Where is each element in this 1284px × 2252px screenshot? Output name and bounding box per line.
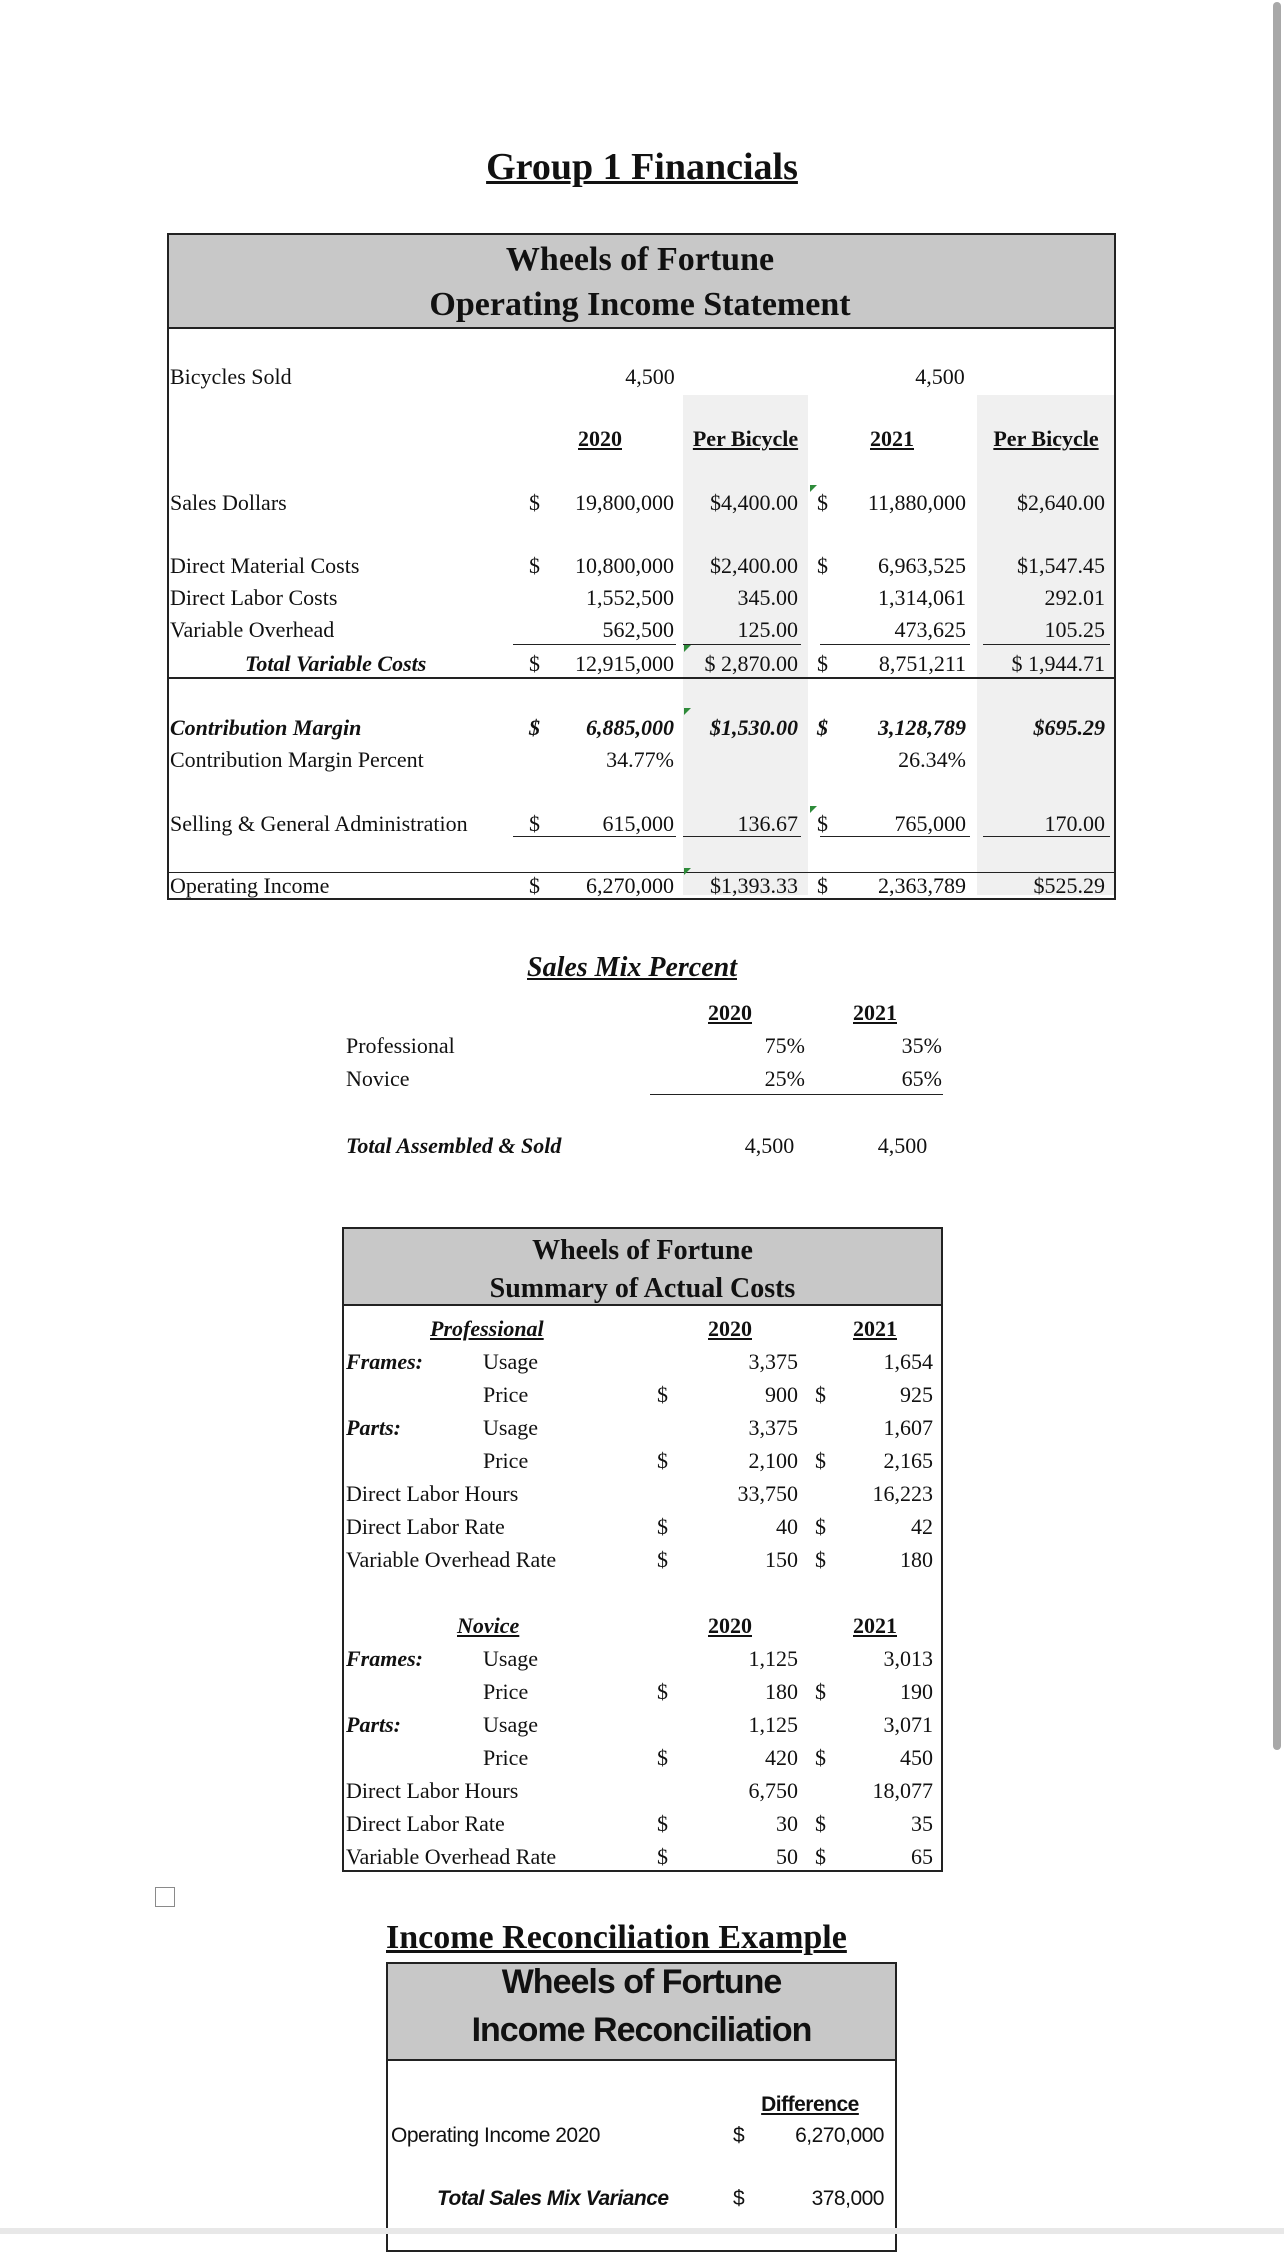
- recon-row-label: Total Sales Mix Variance: [437, 2187, 669, 2210]
- per-bicycle-2020: 345.00: [737, 585, 798, 610]
- col-header-per-bicycle-2020: Per Bicycle: [692, 426, 799, 451]
- dollar-sign: $: [657, 1448, 668, 1473]
- sales-mix-title: Sales Mix Percent: [527, 952, 737, 983]
- cost-row-label: Price: [483, 1679, 529, 1704]
- sga-line-2020: [513, 836, 676, 837]
- cost-2021: 180: [900, 1547, 933, 1572]
- cost-2021: 35: [911, 1811, 933, 1836]
- recon-value: 6,270,000: [795, 2124, 884, 2147]
- vertical-scrollbar[interactable]: [1273, 2, 1281, 1750]
- value-2021: 1,314,061: [878, 585, 966, 610]
- dollar-sign: $: [529, 553, 540, 578]
- cost-2020: 150: [765, 1547, 798, 1572]
- statement-row-label: Direct Labor Costs: [170, 585, 338, 610]
- value-2021: 2,363,789: [878, 873, 966, 898]
- mix-2020: 75%: [764, 1033, 805, 1058]
- cost-2021: 925: [900, 1382, 933, 1407]
- value-2021: 765,000: [894, 811, 966, 836]
- horizontal-scrollbar[interactable]: [0, 2228, 1284, 2234]
- per-bicycle-2020: $1,393.33: [710, 873, 798, 898]
- dollar-sign: $: [815, 1679, 826, 1704]
- sga-line-per-2021: [983, 836, 1110, 837]
- cost-2020: 2,100: [748, 1448, 798, 1473]
- cell-comment-marker: [810, 485, 817, 492]
- mix-2021: 65%: [901, 1066, 942, 1091]
- cell-comment-marker: [810, 806, 817, 813]
- statement-row-label: Total Variable Costs: [245, 651, 427, 676]
- cost-col-2020: 2020: [708, 1613, 752, 1638]
- cost-row-label: Direct Labor Rate: [346, 1514, 505, 1539]
- dollar-sign: $: [817, 651, 828, 676]
- cost-2020: 420: [765, 1745, 798, 1770]
- dollar-sign: $: [529, 811, 540, 836]
- bicycles-sold-2021: 4,500: [915, 364, 965, 389]
- costs-title: Wheels of Fortune: [532, 1235, 753, 1266]
- cost-2020: 30: [776, 1811, 798, 1836]
- cost-2021: 2,165: [883, 1448, 933, 1473]
- subtotal-line-2021: [820, 644, 970, 645]
- per-bicycle-2021: $525.29: [1033, 873, 1105, 898]
- cost-2020: 40: [776, 1514, 798, 1539]
- value-2021: 6,963,525: [878, 553, 966, 578]
- cost-2020: 3,375: [748, 1349, 798, 1374]
- per-bicycle-2020: 125.00: [737, 617, 798, 642]
- dollar-sign: $: [529, 873, 540, 898]
- cost-col-2020: 2020: [708, 1316, 752, 1341]
- cost-2021: 1,607: [883, 1415, 933, 1440]
- cost-row-label: Usage: [483, 1646, 538, 1671]
- cost-2021: 450: [900, 1745, 933, 1770]
- cost-2021: 3,071: [883, 1712, 933, 1737]
- operating-income-top-line: [167, 872, 1116, 873]
- recon-heading: Income Reconciliation Example: [386, 1919, 847, 1956]
- header-divider: [167, 327, 1116, 329]
- dollar-sign: $: [529, 715, 540, 740]
- subtotal-line-per-2020: [683, 644, 801, 645]
- cost-2020: 180: [765, 1679, 798, 1704]
- value-2020: 615,000: [602, 811, 674, 836]
- statement-subtitle: Operating Income Statement: [429, 286, 851, 323]
- cost-row-label: Direct Labor Hours: [346, 1481, 519, 1506]
- total-assembled-2021: 4,500: [877, 1133, 928, 1158]
- mix-col-2020: 2020: [708, 1000, 752, 1025]
- cell-comment-marker: [684, 708, 691, 715]
- per-bicycle-2020: $ 2,870.00: [704, 651, 798, 676]
- mix-col-2021: 2021: [853, 1000, 897, 1025]
- cost-2021: 65: [911, 1844, 933, 1869]
- recon-title: Wheels of Fortune: [501, 1963, 782, 2001]
- cost-row-label: Price: [483, 1448, 529, 1473]
- dollar-sign: $: [815, 1547, 826, 1572]
- value-2020: 10,800,000: [575, 553, 674, 578]
- dollar-sign: $: [815, 1745, 826, 1770]
- dollar-sign: $: [817, 490, 828, 515]
- dollar-sign: $: [657, 1679, 668, 1704]
- cost-2020: 6,750: [748, 1778, 798, 1803]
- cell-comment-marker: [684, 868, 691, 875]
- sga-line-per-2020: [683, 836, 801, 837]
- mix-row-label: Novice: [346, 1066, 410, 1091]
- mix-2021: 35%: [901, 1033, 942, 1058]
- dollar-sign: $: [815, 1844, 826, 1869]
- subtotal-line-2020: [513, 644, 676, 645]
- cost-group-label: Parts:: [346, 1415, 401, 1440]
- value-2020: 34.77%: [606, 747, 674, 772]
- statement-row-label: Contribution Margin: [170, 715, 362, 740]
- recon-col-difference: Difference: [761, 2093, 859, 2116]
- cost-group-label: Frames:: [346, 1349, 423, 1374]
- dollar-sign: $: [817, 715, 828, 740]
- mix-underline: [650, 1094, 943, 1095]
- dollar-sign: $: [657, 1811, 668, 1836]
- dollar-sign: $: [815, 1448, 826, 1473]
- dollar-sign: $: [529, 490, 540, 515]
- cost-row-label: Variable Overhead Rate: [346, 1547, 557, 1572]
- cost-2021: 190: [900, 1679, 933, 1704]
- value-2021: 11,880,000: [867, 490, 966, 515]
- value-2021: 26.34%: [898, 747, 966, 772]
- value-2020: 562,500: [602, 617, 674, 642]
- dollar-sign: $: [657, 1382, 668, 1407]
- value-2021: 3,128,789: [878, 715, 966, 740]
- page-title: Group 1 Financials: [486, 146, 798, 188]
- col-header-per-bicycle-2021: Per Bicycle: [993, 426, 1099, 451]
- cost-group-label: Frames:: [346, 1646, 423, 1671]
- cost-row-label: Usage: [483, 1349, 538, 1374]
- cost-2021: 16,223: [872, 1481, 933, 1506]
- cell-comment-marker: [684, 645, 691, 652]
- per-bicycle-2021: 105.25: [1044, 617, 1105, 642]
- cost-2020: 33,750: [737, 1481, 798, 1506]
- statement-row-label: Direct Material Costs: [170, 553, 360, 578]
- recon-value: 378,000: [811, 2187, 884, 2210]
- value-2020: 19,800,000: [575, 490, 674, 515]
- dollar-sign: $: [815, 1811, 826, 1836]
- col-header-2020: 2020: [578, 426, 622, 451]
- dollar-sign: $: [657, 1547, 668, 1572]
- cost-2020: 50: [776, 1844, 798, 1869]
- value-2020: 6,270,000: [586, 873, 674, 898]
- dollar-sign: $: [817, 811, 828, 836]
- subtotal-line-per-2021: [983, 644, 1110, 645]
- total-assembled-label: Total Assembled & Sold: [346, 1133, 562, 1158]
- mix-row-label: Professional: [346, 1033, 455, 1058]
- cost-row-label: Usage: [483, 1712, 538, 1737]
- bicycles-sold-2020: 4,500: [625, 364, 675, 389]
- value-2021: 8,751,211: [878, 651, 966, 676]
- cost-2020: 3,375: [748, 1415, 798, 1440]
- per-bicycle-2021: $695.29: [1033, 715, 1105, 740]
- value-2020: 6,885,000: [586, 715, 674, 740]
- value-2020: 1,552,500: [586, 585, 674, 610]
- dollar-sign: $: [657, 1844, 668, 1869]
- cost-group-label: Parts:: [346, 1712, 401, 1737]
- cost-col-2021: 2021: [853, 1316, 897, 1341]
- per-bicycle-2020: $1,530.00: [710, 715, 798, 740]
- total-variable-bottom-line: [167, 677, 1116, 679]
- statement-row-label: Selling & General Administration: [170, 811, 468, 836]
- dollar-sign: $: [733, 2187, 745, 2210]
- statement-title: Wheels of Fortune: [505, 241, 775, 278]
- dollar-sign: $: [817, 553, 828, 578]
- cost-2020: 1,125: [748, 1646, 798, 1671]
- statement-row-label: Variable Overhead: [170, 617, 335, 642]
- dollar-sign: $: [815, 1382, 826, 1407]
- cost-col-2021: 2021: [853, 1613, 897, 1638]
- sga-line-2021: [820, 836, 970, 837]
- recon-subtitle: Income Reconciliation: [471, 2011, 812, 2049]
- cost-2020: 900: [765, 1382, 798, 1407]
- cost-row-label: Price: [483, 1745, 529, 1770]
- statement-row-label: Operating Income: [170, 873, 330, 898]
- per-bicycle-2021: $ 1,944.71: [1011, 651, 1105, 676]
- cost-row-label: Variable Overhead Rate: [346, 1844, 557, 1869]
- dollar-sign: $: [657, 1745, 668, 1770]
- mix-2020: 25%: [764, 1066, 805, 1091]
- dollar-sign: $: [657, 1514, 668, 1539]
- per-bicycle-2020: $4,400.00: [710, 490, 798, 515]
- costs-subtitle: Summary of Actual Costs: [489, 1273, 796, 1304]
- checkbox[interactable]: [155, 1887, 175, 1907]
- col-header-2021: 2021: [870, 426, 914, 451]
- recon-header-divider: [386, 2059, 897, 2061]
- cost-section-name: Professional: [430, 1316, 544, 1341]
- cost-row-label: Direct Labor Rate: [346, 1811, 505, 1836]
- cost-2021: 42: [911, 1514, 933, 1539]
- per-bicycle-2021: $1,547.45: [1017, 553, 1105, 578]
- total-assembled-2020: 4,500: [744, 1133, 795, 1158]
- statement-row-label: Sales Dollars: [170, 490, 287, 515]
- cost-row-label: Usage: [483, 1415, 538, 1440]
- dollar-sign: $: [815, 1514, 826, 1539]
- bicycles-sold-label: Bicycles Sold: [170, 364, 292, 389]
- cost-2021: 3,013: [883, 1646, 933, 1671]
- cost-row-label: Direct Labor Hours: [346, 1778, 519, 1803]
- cost-row-label: Price: [483, 1382, 529, 1407]
- value-2021: 473,625: [894, 617, 966, 642]
- per-bicycle-2021: 170.00: [1044, 811, 1105, 836]
- recon-row-label: Operating Income 2020: [391, 2124, 600, 2147]
- dollar-sign: $: [529, 651, 540, 676]
- statement-row-label: Contribution Margin Percent: [170, 747, 424, 772]
- per-bicycle-2020: $2,400.00: [710, 553, 798, 578]
- per-bicycle-2021: $2,640.00: [1017, 490, 1105, 515]
- cost-section-name: Novice: [457, 1613, 520, 1638]
- cost-2021: 1,654: [883, 1349, 933, 1374]
- cost-2021: 18,077: [872, 1778, 933, 1803]
- value-2020: 12,915,000: [575, 651, 674, 676]
- per-bicycle-2020: 136.67: [737, 811, 798, 836]
- dollar-sign: $: [733, 2124, 745, 2147]
- cost-2020: 1,125: [748, 1712, 798, 1737]
- dollar-sign: $: [817, 873, 828, 898]
- per-bicycle-2021: 292.01: [1044, 585, 1105, 610]
